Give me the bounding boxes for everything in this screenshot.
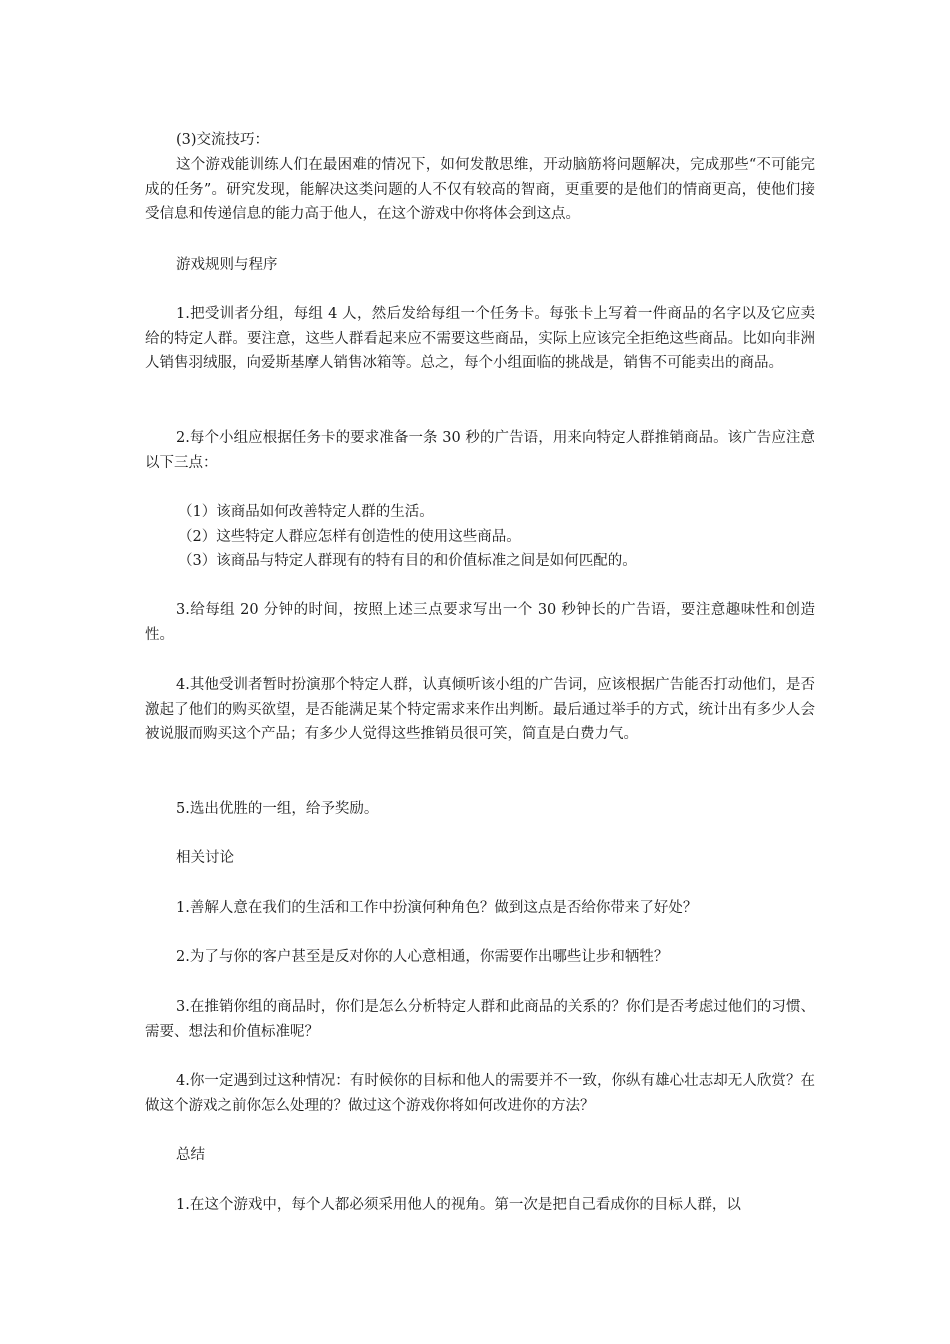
discussion-heading: 相关讨论 bbox=[176, 850, 234, 866]
section-heading: (3)交流技巧： bbox=[176, 132, 270, 148]
rule-2-point-1: （1）该商品如何改善特定人群的生活。 bbox=[178, 504, 434, 520]
rule-2-point-3: （3）该商品与特定人群现有的特有目的和价值标准之间是如何匹配的。 bbox=[178, 553, 637, 569]
rule-3-paragraph: 3.给每组 20 分钟的时间，按照上述三点要求写出一个 30 秒钟长的广告语，要注意趣味性和创造性。 bbox=[145, 602, 815, 643]
discussion-3: 3.在推销你组的商品时，你们是怎么分析特定人群和此商品的关系的？你们是否考虑过他们的习惯、需要、想法和价值标准呢？ bbox=[145, 999, 815, 1040]
summary-heading: 总结 bbox=[176, 1147, 205, 1163]
rule-2-point-2: （2）这些特定人群应怎样有创造性的使用这些商品。 bbox=[178, 529, 521, 545]
summary-1: 1.在这个游戏中，每个人都必须采用他人的视角。第一次是把自己看成你的目标人群，以 bbox=[176, 1197, 741, 1213]
discussion-2: 2.为了与你的客户甚至是反对你的人心意相通，你需要作出哪些让步和牺牲？ bbox=[176, 949, 669, 965]
discussion-1: 1.善解人意在我们的生活和工作中扮演何种角色？做到这点是否给你带来了好处？ bbox=[176, 900, 698, 916]
intro-paragraph: 这个游戏能训练人们在最困难的情况下，如何发散思维，开动脑筋将问题解决，完成那些“不可能完成的任务”。研究发现，能解决这类问题的人不仅有较高的智商，更重要的是他们的情商更高，使他们接受信息和传递信息的能力高于他人，在这个游戏中你将体会到这点。 bbox=[145, 157, 815, 222]
rule-4-paragraph: 4.其他受训者暂时扮演那个特定人群，认真倾听该小组的广告词，应该根据广告能否打动他们，是否激起了他们的购买欲望，是否能满足某个特定需求来作出判断。最后通过举手的方式，统计出有多少人会被说服而购买这个产品；有多少人觉得这些推销员很可笑，简直是白费力气。 bbox=[145, 677, 815, 742]
discussion-4: 4.你一定遇到过这种情况：有时候你的目标和他人的需要并不一致，你纵有雄心壮志却无人欣赏？在做这个游戏之前你怎么处理的？做过这个游戏你将如何改进你的方法？ bbox=[145, 1073, 815, 1114]
rule-2-paragraph: 2.每个小组应根据任务卡的要求准备一条 30 秒的广告语，用来向特定人群推销商品。该广告应注意以下三点： bbox=[145, 430, 815, 471]
rules-heading: 游戏规则与程序 bbox=[176, 257, 278, 273]
rule-1-paragraph: 1.把受训者分组，每组 4 人，然后发给每组一个任务卡。每张卡上写着一件商品的名字以及它应卖给的特定人群。要注意，这些人群看起来应不需要这些商品，实际上应该完全拒绝这些商品。比如向非洲人销售羽绒服，向爱斯基摩人销售冰箱等。总之，每个小组面临的挑战是，销售不可能卖出的商品。 bbox=[145, 306, 815, 371]
rule-5-paragraph: 5.选出优胜的一组，给予奖励。 bbox=[176, 801, 379, 817]
